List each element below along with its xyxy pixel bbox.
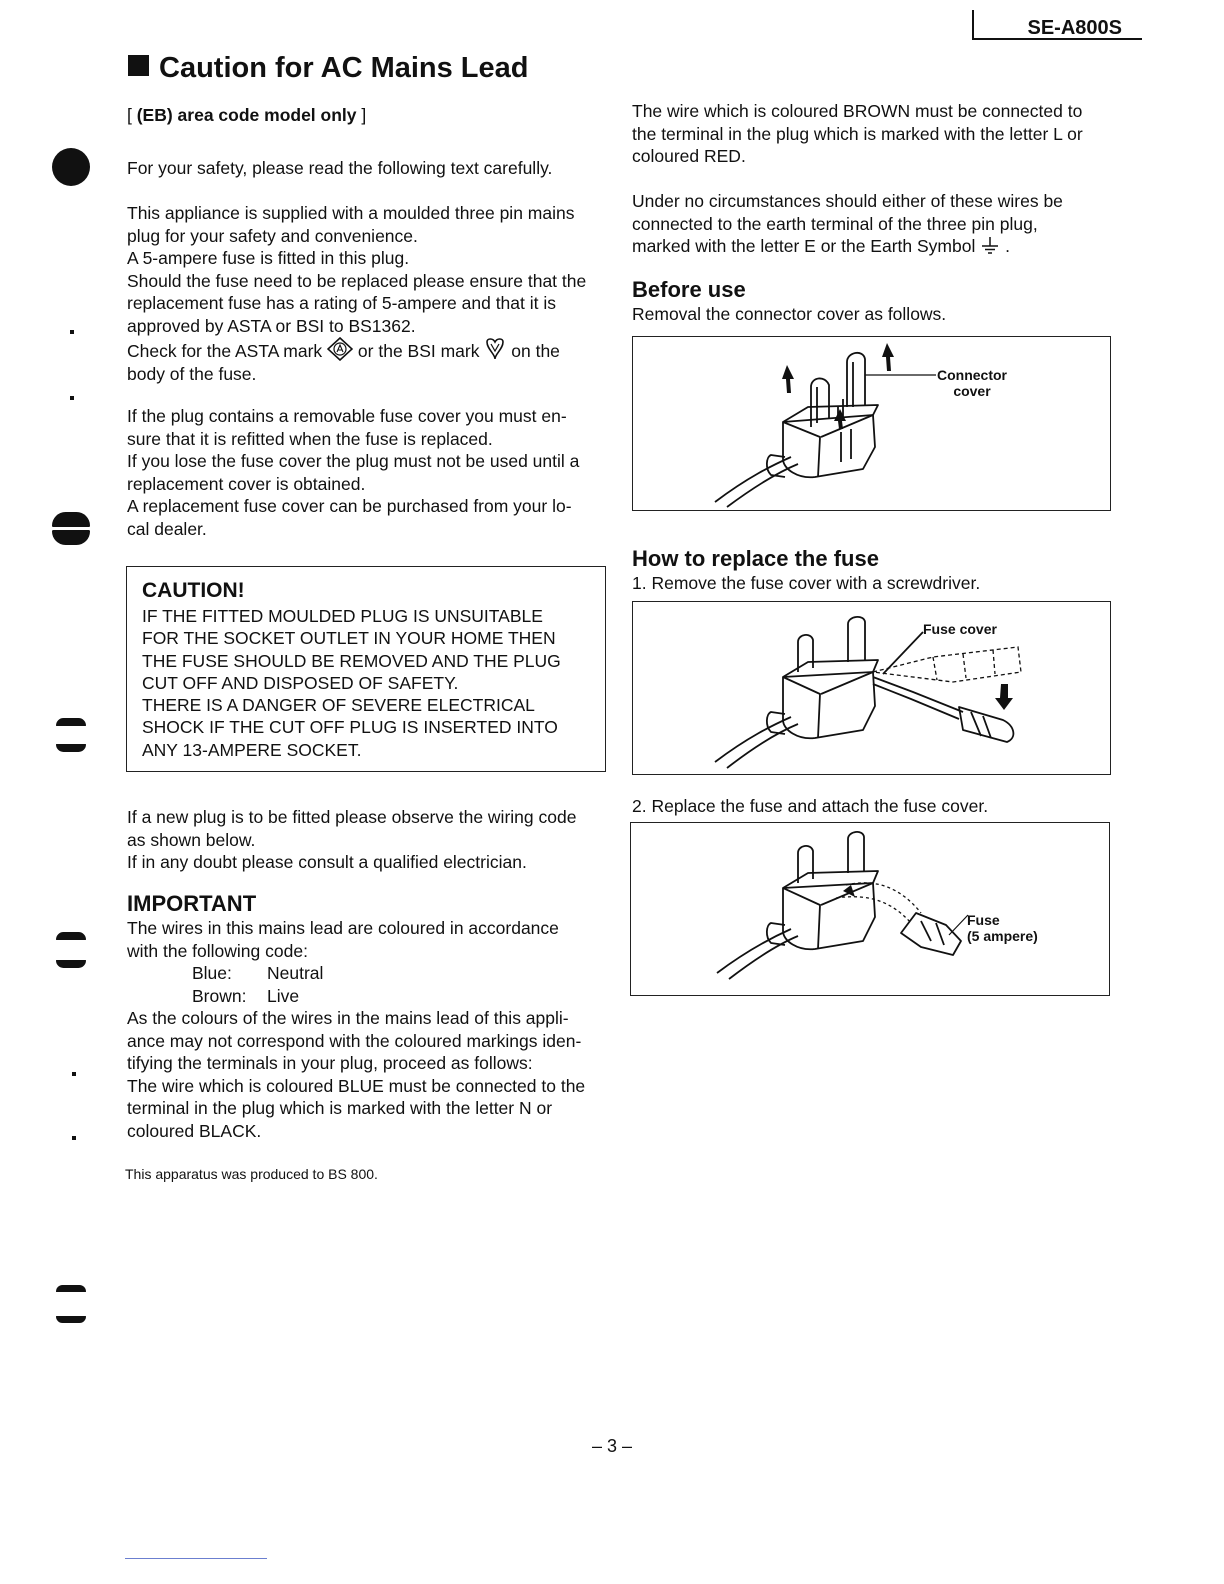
bsi-mark-icon [484, 337, 506, 361]
intro-text: For your safety, please read the following text carefully. [127, 158, 553, 178]
fuse-cover-figure [632, 601, 1111, 775]
area-code-note: [ (EB) area code model only ] [127, 105, 367, 125]
model-code: SE-A800S [972, 10, 1142, 40]
earth-paragraph: Under no circumstances should either of these wires be connected to the earth terminal of the three pin plug, marked with the letter E or the Earth Symbol . [632, 191, 1063, 256]
caution-box [126, 566, 606, 772]
code-blue: Blue: Neutral [192, 963, 324, 983]
fuse-plug-illustration [631, 823, 1108, 994]
before-use-text: Removal the connector cover as follows. [632, 304, 947, 324]
code-brown: Brown: Live [192, 985, 300, 1006]
bottom-rule [125, 1558, 267, 1559]
title-bullet-icon [128, 55, 149, 76]
page-title: Caution for AC Mains Lead [128, 52, 529, 85]
page-number: – 3 – [592, 1436, 633, 1456]
wiring-paragraph: If a new plug is to be fitted please observe the wiring code as shown below. If in any doubt please consult a qualified electrician. [127, 807, 577, 872]
fuse-paragraph: This appliance is supplied with a moulded three pin mains plug for your safety and convenience. A 5-ampere fuse is fitted in this plug. Should the fuse need to be replaced please ensure that the replacement fuse has a rating of 5-ampere and that it is approved by ASTA or BSI to BS1362. Check for the ASTA mark or the BSI mark on the body of the fuse. [127, 203, 587, 384]
step-2-text: 2. Replace the fuse and attach the fuse cover. [632, 796, 989, 816]
replace-fuse-heading: How to replace the fuse [632, 546, 879, 571]
before-use-heading: Before use [632, 277, 746, 302]
footnote: This apparatus was produced to BS 800. [125, 1166, 378, 1182]
screwdriver-plug-illustration [633, 602, 1109, 773]
step-1-text: 1. Remove the fuse cover with a screwdriver. [632, 573, 981, 593]
earth-symbol-icon [980, 236, 1000, 256]
caution-text: IF THE FITTED MOULDED PLUG IS UNSUITABLE FOR THE SOCKET OUTLET IN YOUR HOME THEN THE FUSE SHOULD BE REMOVED AND THE PLUG CUT OFF AND DISPOSED OF SAFETY. THERE IS A DANGER OF SEVERE ELECTRICAL SHOCK IF THE CUT OFF PLUG IS INSERTED INTO ANY 13-AMPERE SOCKET. [142, 606, 561, 760]
important-heading: IMPORTANT [127, 891, 257, 916]
connector-cover-label: Connector cover [937, 367, 1007, 399]
asta-mark-icon [327, 337, 353, 361]
fuse-cover-label: Fuse cover [923, 621, 997, 637]
fuse-cover-paragraph: If the plug contains a removable fuse cover you must en- sure that it is refitted when the fuse is replaced. If you lose the fuse cover the plug must not be used until a replacement cover is obtained. A replacement fuse cover can be purchased from your lo- cal dealer. [127, 406, 580, 539]
connector-cover-figure [632, 336, 1111, 511]
brown-wire-paragraph: The wire which is coloured BROWN must be connected to the terminal in the plug which is marked with the letter L or coloured RED. [632, 101, 1083, 166]
fuse-label: Fuse (5 ampere) [967, 912, 1038, 944]
replace-fuse-figure [630, 822, 1110, 996]
plug-connector-illustration [633, 337, 1109, 509]
caution-heading: CAUTION! [142, 579, 245, 602]
important-paragraph: The wires in this mains lead are coloured in accordance with the following code: Blue: Neutral Brown: Live As the colours of the wires in the mains lead of this appli- ance may not correspond with the coloured markings iden- tifying the terminals in your plug, proceed as follows: The wire which is coloured BLUE must be connected to the terminal in the plug which is marked with the letter N or coloured BLACK. [127, 917, 607, 1142]
